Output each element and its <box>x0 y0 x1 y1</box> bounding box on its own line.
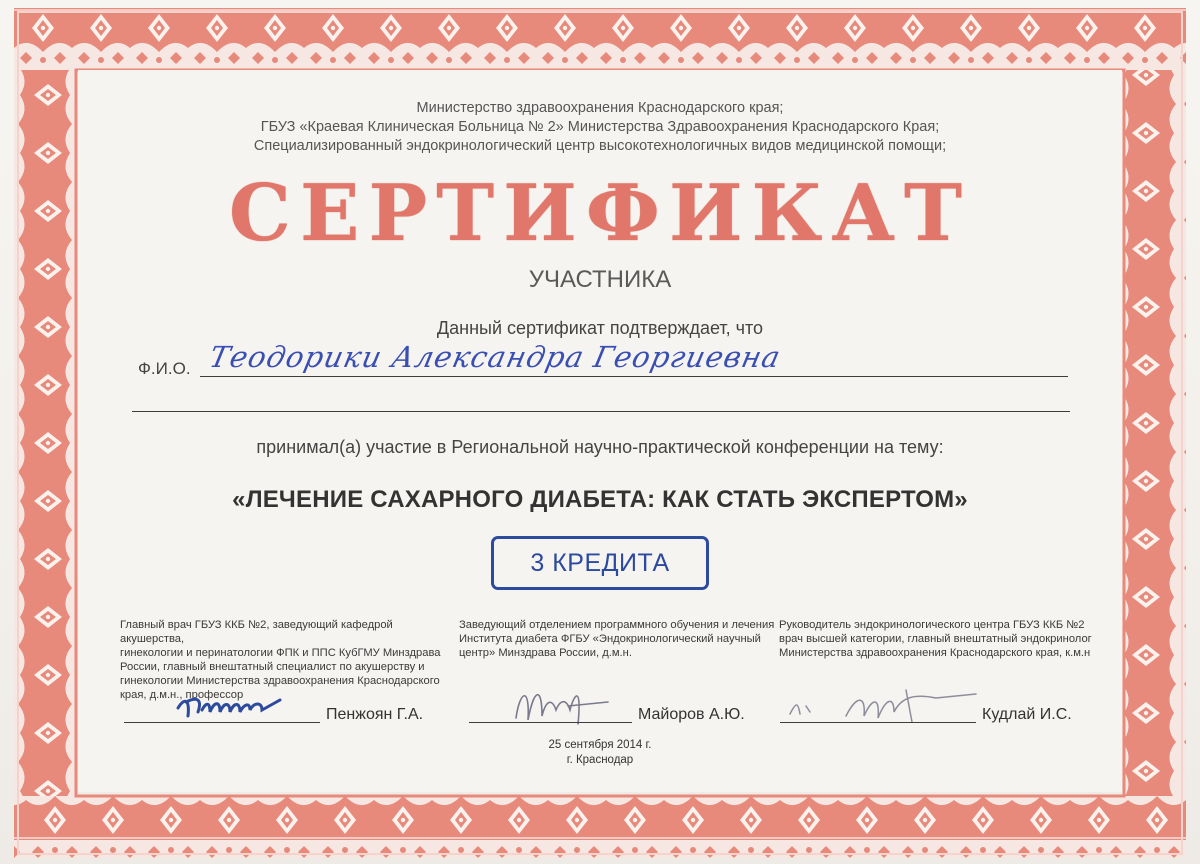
participation-text: принимал(а) участие в Региональной научно-практической конференции на тему: <box>256 437 944 457</box>
signature-1 <box>176 694 286 724</box>
signature-line-1 <box>124 722 320 723</box>
name-line-2 <box>132 411 1070 412</box>
signatory-3-title-line: Руководитель эндокринологического центра ГБУЗ ККБ №2 <box>779 619 1085 631</box>
signature-3 <box>786 686 982 726</box>
signatory-1-name: Пенжоян Г.А. <box>326 706 424 723</box>
signatory-1-title-line: России, главный внештатный специалист по акушерству и <box>120 661 425 673</box>
signatory-1-title <box>120 618 450 702</box>
signatory-3-title-line: Министерства здравоохранения Краснодарского края, к.м.н <box>779 647 1091 659</box>
signatory-1-title-line: Главный врач ГБУЗ ККБ №2, заведующий кафедрой акушерства, <box>120 619 393 645</box>
org-line-2: ГБУЗ «Краевая Клиническая Больница № 2» Министерства Здравоохранения Краснодарского Края; <box>260 119 940 135</box>
signatory-1-title-line: края, д.м.н., профессор <box>120 689 244 701</box>
signatory-2-name: Майоров А.Ю. <box>638 706 745 723</box>
signatory-1-title-line: гинекологии и перинатологии ФПК и ППС КубГМУ Минздрава <box>120 647 441 659</box>
signatory-2-title-line: Института диабета ФГБУ «Эндокринологический научный <box>459 633 761 645</box>
signatory-3-title-line: врач высшей категории, главный внештатный эндокринолог <box>779 633 1092 645</box>
credits-badge: 3 КРЕДИТА <box>491 536 709 590</box>
participant-name: Теодорики Александра Георгиевна <box>206 340 785 374</box>
signatory-3-name: Кудлай И.С. <box>982 706 1072 723</box>
org-line-3: Специализированный эндокринологический центр высокотехнологичных видов медицинской помощи; <box>253 138 947 154</box>
signatory-3-title <box>779 618 1109 660</box>
issue-date: 25 сентября 2014 г. <box>548 739 652 751</box>
certificate-title: СЕРТИФИКАТ <box>228 168 972 259</box>
signatory-2-title-line: Заведующий отделением программного обучения и лечения <box>459 619 775 631</box>
signature-line-3 <box>780 722 976 723</box>
confirm-text: Данный сертификат подтверждает, что <box>436 318 764 338</box>
signature-2 <box>512 680 632 728</box>
signature-line-2 <box>469 722 632 723</box>
fio-label: Ф.И.О. <box>138 359 191 378</box>
signatory-2-title-line: центр» Минздрава России, д.м.н. <box>459 647 632 659</box>
certificate-subtitle: УЧАСТНИКА <box>528 266 672 293</box>
signatory-2-title <box>459 618 779 660</box>
org-line-1: Министерство здравоохранения Краснодарского края; <box>416 100 784 116</box>
issue-city: г. Краснодар <box>566 754 634 766</box>
signatory-1-title-line: гинекологии Министерства здравоохранения Краснодарского <box>120 675 440 687</box>
issue-date-block <box>530 738 670 768</box>
name-line-1 <box>200 376 1068 377</box>
conference-theme: «ЛЕЧЕНИЕ САХАРНОГО ДИАБЕТА: КАК СТАТЬ ЭКСПЕРТОМ» <box>232 486 968 513</box>
